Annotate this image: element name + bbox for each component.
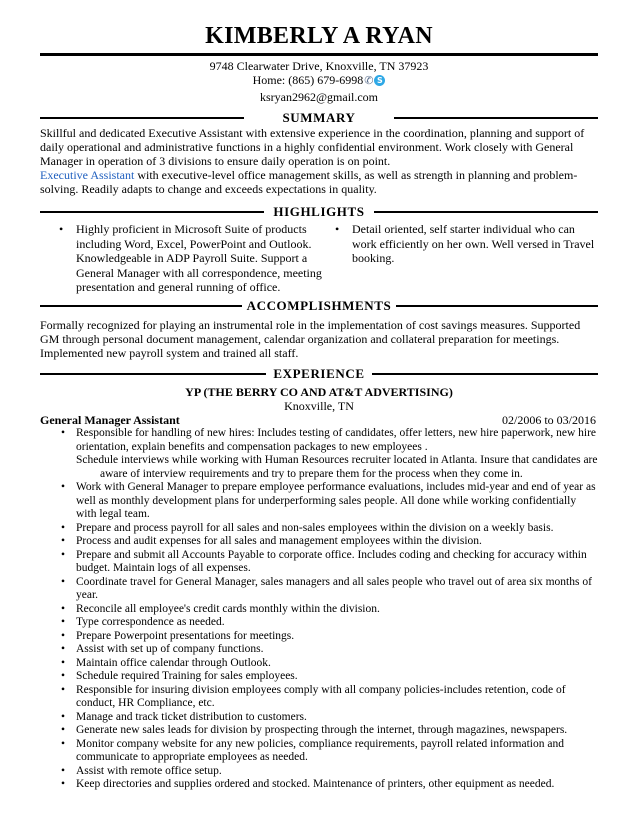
list-item: • Responsible for insuring division employees comply with all company policies-includes retention, code of conduct, HR Compliance, etc.	[61, 683, 566, 709]
bullet-icon: •	[61, 656, 66, 669]
list-item: • Process and audit expenses for all sales and management employees within the division.	[61, 535, 482, 547]
section-title: SUMMARY	[282, 110, 356, 125]
email[interactable]: ksryan2962@gmail.com	[259, 90, 379, 104]
bullet-icon: •	[61, 670, 66, 682]
bullet-icon: •	[61, 575, 66, 588]
skype-icon[interactable]: S	[374, 75, 385, 86]
duty-continuation: aware of interview requirements and try to prepare them for the process when they come in.	[100, 467, 523, 480]
duties-list	[61, 427, 598, 792]
address: 9748 Clearwater Drive, Knoxville, TN 37923	[209, 59, 429, 73]
employer-location: Knoxville, TN	[284, 399, 354, 413]
bullet-icon: •	[61, 521, 66, 534]
job-dates: 02/2006 to 03/2016	[501, 413, 596, 427]
candidate-name: KIMBERLY A RYAN	[205, 23, 433, 49]
list-item: • Schedule required Training for sales employees.	[61, 670, 298, 682]
bullet-icon: •	[61, 427, 66, 439]
bullet-icon: •	[61, 764, 66, 777]
bullet-icon: •	[61, 616, 66, 628]
list-item: • Maintain office calendar through Outlook.	[61, 656, 271, 669]
accomplishments-text: Formally recognized for playing an instrumental role in the implementation of cost savings measures. Supported GM through personal document management, calendar organization and collateral preparation for meetings. Implemented new payroll system and trained all staff.	[40, 318, 581, 360]
bullet-icon: •	[61, 643, 66, 655]
list-item: • Keep directories and supplies ordered and stocked. Maintenance of printers, other equipment as needed.	[61, 778, 555, 790]
list-item: • Prepare and process payroll for all sales and non-sales employees within the division on a weekly basis.	[61, 521, 554, 534]
list-item: • Manage and track ticket distribution to customers.	[61, 710, 307, 723]
employer-name: YP (THE BERRY CO AND AT&T ADVERTISING)	[185, 385, 453, 399]
summary-heading	[40, 110, 598, 126]
bullet-icon: •	[61, 481, 66, 493]
bullet-icon: •	[61, 778, 66, 790]
bullet-icon: •	[61, 629, 66, 642]
bullet-icon: •	[61, 683, 66, 696]
list-item: • Assist with remote office setup.	[61, 764, 222, 777]
summary-line-2: with executive-level office management skills, as well as strength in planning and problem-solving. Readily adapts to change and exceeds expectations in quality.	[40, 168, 578, 196]
summary-text	[40, 126, 598, 196]
list-item: • Assist with set up of company functions.	[61, 643, 264, 655]
bullet-icon: •	[61, 710, 66, 723]
phone-icon[interactable]: ✆	[364, 75, 374, 87]
accomplishments-heading	[40, 298, 598, 314]
section-title: HIGHLIGHTS	[273, 204, 365, 219]
list-item: • Prepare and submit all Accounts Payable to corporate office. Includes coding and checking for accuracy within budget. Maintain logs of all expenses.	[61, 548, 587, 574]
section-title: ACCOMPLISHMENTS	[246, 298, 392, 313]
bullet-icon: •	[335, 222, 340, 236]
list-item: • Type correspondence as needed.	[61, 616, 225, 628]
bullet-icon: •	[61, 602, 66, 615]
executive-assistant-link[interactable]: Executive Assistant	[40, 168, 135, 182]
bullet-icon: •	[61, 724, 66, 736]
duty-continuation: Schedule interviews while working with Human Resources recruiter located in Atlanta. Insure that candidates are	[76, 454, 598, 466]
list-item: • Responsible for handling of new hires: Includes testing of candidates, offer letters, new hire paperwork, new hire orientation, explain benefits and compensation packages to new employees . Schedule interviews while working with Human Resources recruiter located in Atlanta. Insure that candidates are aware of interview requirements and try to prepare them for the process when they come in.	[61, 427, 598, 480]
highlights-left	[59, 222, 322, 295]
list-item: • Highly proficient in Microsoft Suite of products including Word, Excel, PowerPoint and Outlook. Knowledgeable in ADP Payroll Suite. Support a General Manager with all correspondence, meeting presentation and general running of office.	[59, 222, 322, 294]
summary-line-1: Skillful and dedicated Executive Assistant with extensive experience in the coordination, planning and support of daily operational and administrative functions in a highly confidential environment. Work closely with General Manager in operation of 3 divisions to ensure daily operation is on point.	[40, 126, 585, 168]
list-item: • Prepare Powerpoint presentations for meetings.	[61, 629, 295, 642]
highlights-right	[335, 222, 596, 266]
section-title: EXPERIENCE	[273, 366, 365, 381]
highlights-heading	[40, 204, 598, 220]
list-item: • Detail oriented, self starter individual who can work efficiently on her own. Well versed in Travel booking.	[335, 222, 595, 265]
list-item: • Work with General Manager to prepare employee performance evaluations, includes mid-year and end of year as well as monthly development plans for underperforming sales people. All done while working confidentially with legal team.	[61, 481, 596, 520]
phone-number[interactable]: Home: (865) 679-6998	[252, 73, 364, 87]
list-item: • Reconcile all employee's credit cards monthly within the division.	[61, 602, 380, 615]
list-item: • Coordinate travel for General Manager, sales managers and all sales people who travel out of area six months of year.	[61, 575, 592, 601]
bullet-icon: •	[61, 737, 66, 750]
bullet-icon: •	[59, 222, 64, 236]
job-title: General Manager Assistant	[40, 413, 180, 427]
list-item: • Monitor company website for any new policies, compliance requirements, payroll related information and communicate to appropriate employees as needed.	[61, 737, 564, 763]
experience-heading	[40, 366, 598, 382]
bullet-icon: •	[61, 535, 66, 547]
list-item: • Generate new sales leads for division by prospecting through the internet, through magazines, newspapers.	[61, 724, 568, 736]
bullet-icon: •	[61, 548, 66, 561]
header-divider	[40, 53, 598, 56]
phone-line	[0, 73, 638, 88]
